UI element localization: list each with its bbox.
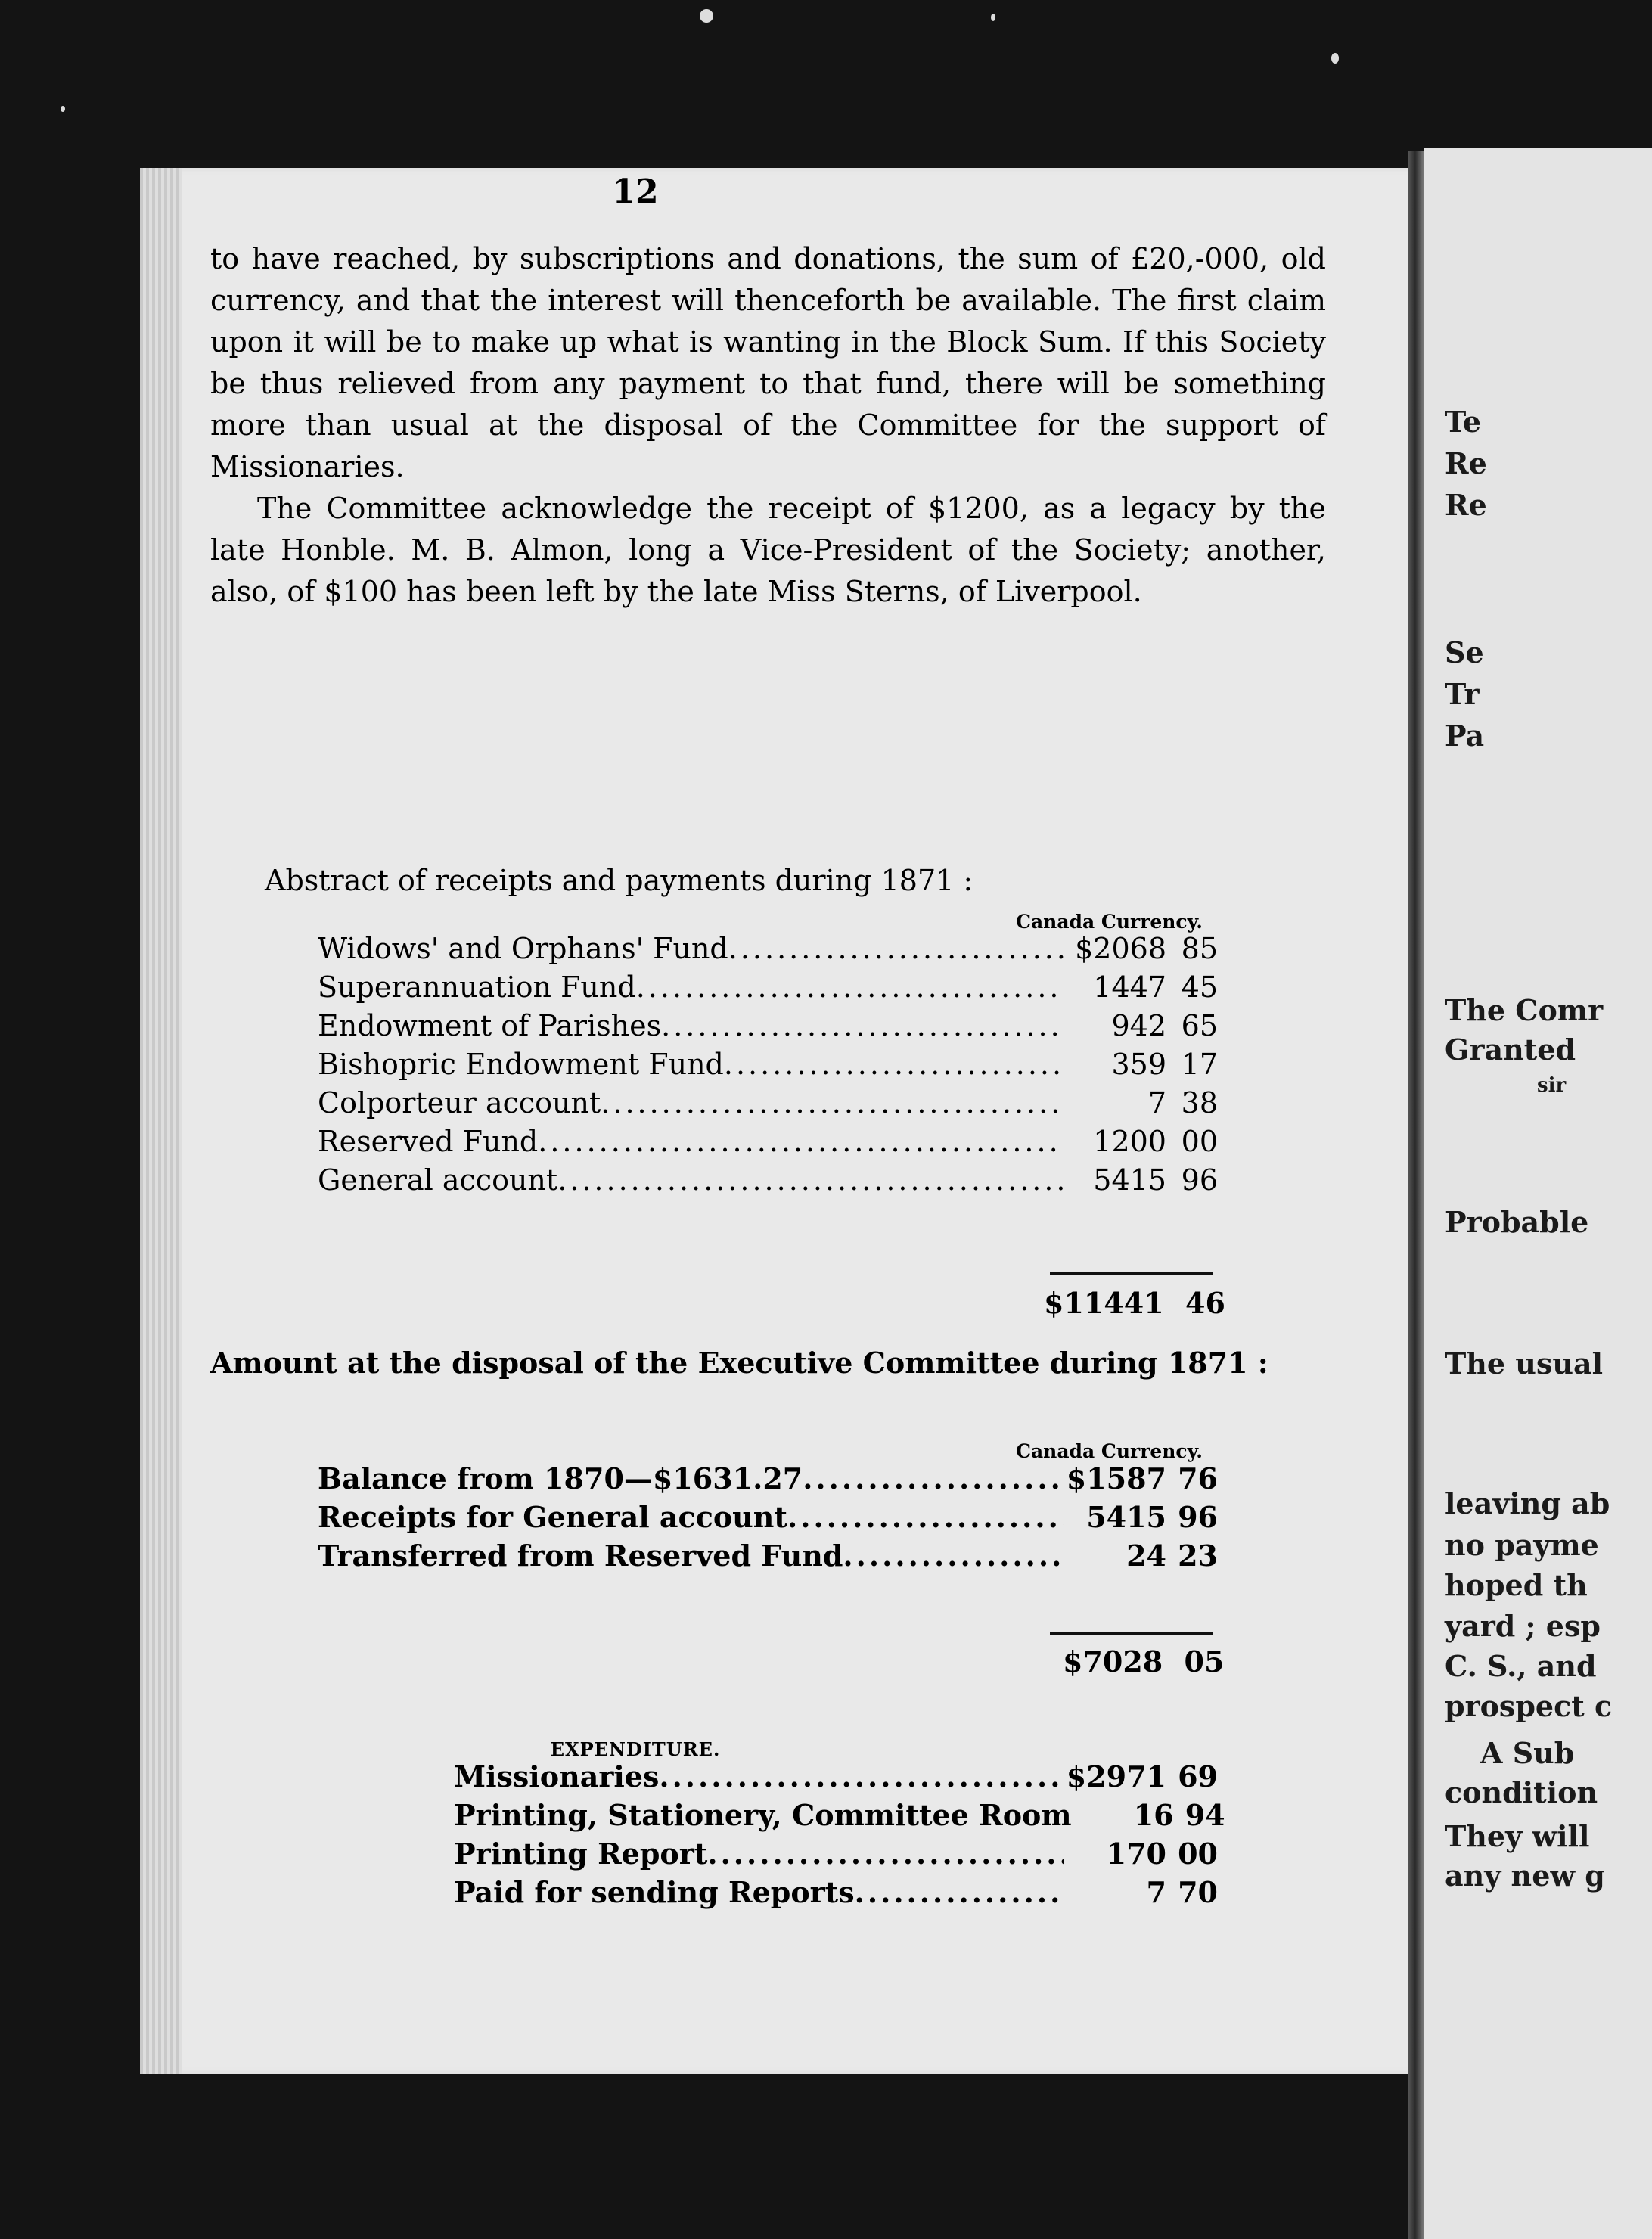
ledger-dollars: 24 xyxy=(1126,1539,1166,1573)
ledger-cents: 94 xyxy=(1185,1798,1225,1832)
facing-line: Se xyxy=(1445,635,1484,669)
expenditure-heading: EXPENDITURE. xyxy=(550,1738,721,1760)
total-cents: 46 xyxy=(1185,1286,1225,1320)
leader-dots xyxy=(787,1500,1064,1534)
ledger-cents: 96 xyxy=(1181,1163,1218,1197)
total-rule xyxy=(1050,1272,1213,1275)
ledger-dollars: $2971 xyxy=(1066,1759,1166,1793)
leader-dots xyxy=(557,1163,1064,1197)
ledger-cents: 65 xyxy=(1181,1009,1218,1042)
total-cents: 05 xyxy=(1184,1644,1225,1678)
abstract-total xyxy=(1044,1286,1225,1320)
ledger-dollars: $1587 xyxy=(1066,1461,1166,1495)
leader-dots xyxy=(728,932,1064,965)
facing-line: Re xyxy=(1445,488,1487,522)
ledger-dollars: 1447 xyxy=(1093,970,1166,1004)
facing-line: Granted xyxy=(1445,1033,1576,1067)
ledger-label: Printing, Stationery, Committee Room xyxy=(454,1798,1072,1832)
total-dollars: $7028 xyxy=(1063,1644,1163,1678)
facing-line: Tr xyxy=(1445,677,1480,711)
expenditure-ledger xyxy=(454,1759,1225,1914)
ledger-cents: 85 xyxy=(1181,932,1218,965)
ledger-label: Transferred from Reserved Fund xyxy=(318,1539,843,1573)
leader-dots xyxy=(724,1048,1064,1081)
facing-line: Re xyxy=(1445,446,1487,480)
ledger-label: Endowment of Parishes xyxy=(318,1009,662,1042)
ledger-cents: 96 xyxy=(1178,1500,1218,1534)
ledger-label: Colporteur account xyxy=(318,1086,601,1120)
ledger-dollars: 942 xyxy=(1111,1009,1166,1042)
ledger-dollars: 359 xyxy=(1111,1048,1166,1081)
total-dollars: $11441 xyxy=(1044,1286,1164,1320)
facing-line: sir xyxy=(1537,1074,1567,1097)
ledger-row xyxy=(318,1500,1218,1539)
abstract-ledger xyxy=(318,932,1218,1202)
facing-line: leaving ab xyxy=(1445,1486,1610,1520)
ledger-label: Widows' and Orphans' Fund xyxy=(318,932,728,965)
ledger-dollars: 7 xyxy=(1147,1086,1166,1120)
leader-dots xyxy=(601,1086,1064,1120)
ledger-label: Balance from 1870—$1631.27 xyxy=(318,1461,803,1495)
ledger-row xyxy=(318,1048,1218,1086)
abstract-title: Abstract of receipts and payments during 1871 : xyxy=(265,864,974,897)
ledger-row xyxy=(454,1875,1218,1914)
ledger-label: Missionaries xyxy=(454,1759,660,1793)
ledger-row xyxy=(318,1009,1218,1048)
ledger-cents: 45 xyxy=(1181,970,1218,1004)
ledger-dollars: 16 xyxy=(1133,1798,1174,1832)
facing-line: The usual xyxy=(1445,1346,1604,1380)
ledger-row xyxy=(454,1798,1225,1837)
leader-dots xyxy=(803,1461,1064,1495)
facing-line: condition xyxy=(1445,1775,1598,1809)
dust-speck xyxy=(991,14,995,21)
currency-header: Canada Currency. xyxy=(1016,911,1203,933)
leader-dots xyxy=(636,970,1064,1004)
facing-page xyxy=(1424,148,1652,2239)
ledger-dollars: 5415 xyxy=(1086,1500,1166,1534)
facing-line: They will xyxy=(1445,1819,1590,1853)
disposal-title: Amount at the disposal of the Executive Committee during 1871 : xyxy=(210,1346,1268,1380)
ledger-row xyxy=(318,1086,1218,1125)
facing-line: Probable xyxy=(1445,1205,1589,1239)
ledger-dollars: $2068 xyxy=(1075,932,1166,965)
dust-speck xyxy=(700,9,713,23)
total-rule xyxy=(1050,1632,1213,1635)
ledger-cents: 00 xyxy=(1178,1837,1218,1871)
ledger-row xyxy=(318,932,1218,970)
facing-line: any new g xyxy=(1445,1859,1605,1893)
facing-line: Pa xyxy=(1445,719,1485,753)
dust-speck xyxy=(61,106,65,112)
page-edge xyxy=(140,168,182,2074)
ledger-dollars: 7 xyxy=(1146,1875,1166,1909)
leader-dots xyxy=(843,1539,1064,1573)
facing-line: Te xyxy=(1445,405,1482,439)
ledger-label: General account xyxy=(318,1163,558,1197)
ledger-cents: 69 xyxy=(1178,1759,1218,1793)
ledger-dollars: 5415 xyxy=(1093,1163,1166,1197)
facing-line: yard ; esp xyxy=(1445,1609,1601,1643)
body-text xyxy=(210,238,1326,613)
ledger-cents: 23 xyxy=(1178,1539,1218,1573)
ledger-cents: 70 xyxy=(1178,1875,1218,1909)
currency-header: Canada Currency. xyxy=(1016,1440,1203,1462)
ledger-label: Printing Report xyxy=(454,1837,708,1871)
ledger-cents: 17 xyxy=(1181,1048,1218,1081)
ledger-label: Superannuation Fund xyxy=(318,970,636,1004)
facing-line: A Sub xyxy=(1480,1736,1575,1770)
ledger-row xyxy=(318,1125,1218,1163)
page-number: 12 xyxy=(612,172,659,211)
leader-dots xyxy=(707,1837,1064,1871)
ledger-cents: 38 xyxy=(1181,1086,1218,1120)
ledger-row xyxy=(318,1461,1218,1500)
ledger-dollars: 1200 xyxy=(1093,1125,1166,1158)
dust-speck xyxy=(1331,53,1339,64)
ledger-cents: 76 xyxy=(1178,1461,1218,1495)
ledger-row xyxy=(454,1759,1218,1798)
facing-line: prospect c xyxy=(1445,1689,1613,1723)
disposal-total xyxy=(1063,1644,1224,1678)
book-gutter xyxy=(1408,151,1424,2239)
ledger-row xyxy=(318,970,1218,1009)
leader-dots xyxy=(538,1125,1064,1158)
paragraph: to have reached, by subscriptions and donations, the sum of £20,-000, old currency, and that the interest will thenceforth be available. The first claim upon it will be to make up what is wanting in the Block Sum. If this Society be thus relieved from any payment to that fund, there will be something more than usual at the disposal of the Committee for the support of Missionaries. xyxy=(210,242,1326,483)
leader-dots xyxy=(661,1009,1064,1042)
ledger-row xyxy=(318,1163,1218,1202)
facing-line: The Comr xyxy=(1445,993,1604,1027)
leader-dots xyxy=(659,1759,1064,1793)
ledger-cents: 00 xyxy=(1181,1125,1218,1158)
disposal-ledger xyxy=(318,1461,1218,1577)
paragraph: The Committee acknowledge the receipt of $1200, as a legacy by the late Honble. M. B. Almon, long a Vice-President of the Society; another, also, of $100 has been left by the late Miss Sterns, of Liverpool. xyxy=(210,492,1326,608)
ledger-label: Paid for sending Reports xyxy=(454,1875,855,1909)
leader-dots xyxy=(855,1875,1064,1909)
ledger-row xyxy=(318,1539,1218,1577)
ledger-dollars: 170 xyxy=(1106,1837,1166,1871)
ledger-label: Reserved Fund xyxy=(318,1125,539,1158)
facing-line: hoped th xyxy=(1445,1568,1588,1602)
facing-line: no payme xyxy=(1445,1528,1599,1562)
facing-line: C. S., and xyxy=(1445,1649,1597,1683)
ledger-label: Bishopric Endowment Fund xyxy=(318,1048,724,1081)
ledger-label: Receipts for General account xyxy=(318,1500,787,1534)
ledger-row xyxy=(454,1837,1218,1875)
